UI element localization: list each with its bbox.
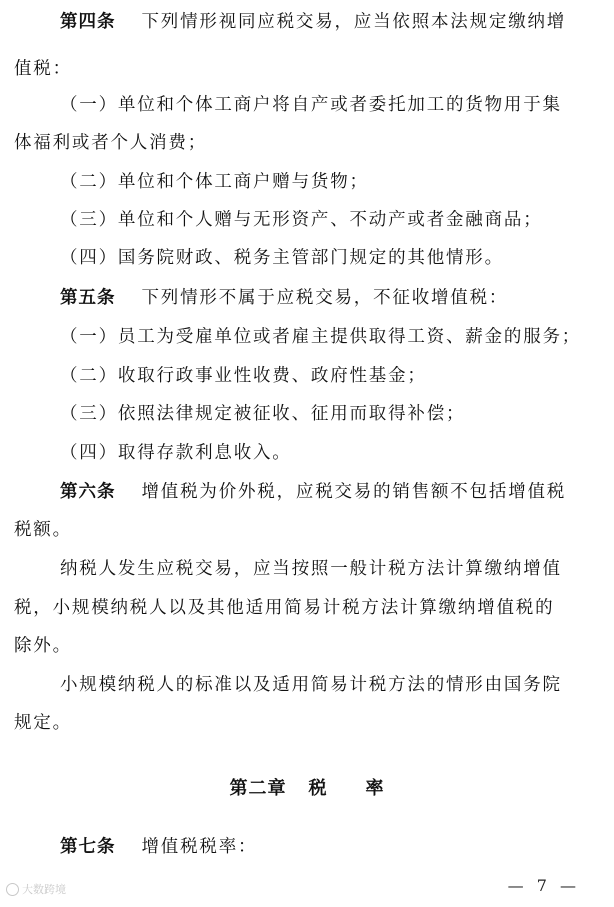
article6-heading-line xyxy=(60,480,606,504)
article6-para2-line1: 纳税人发生应税交易，应当按照一般计税方法计算缴纳增值 xyxy=(60,559,562,579)
chapter-word-2: 率 xyxy=(365,778,385,799)
article5-title: 第五条 xyxy=(60,288,116,308)
article5-item-4: （四）取得存款利息收入。 xyxy=(60,443,292,463)
article4-title: 第四条 xyxy=(60,12,116,32)
article4-text: 下列情形视同应税交易，应当依照本法规定缴纳增 xyxy=(141,12,567,32)
page-number: — 7 — xyxy=(507,876,580,895)
watermark xyxy=(6,881,66,897)
article7-heading-line xyxy=(60,835,606,859)
article7-text: 增值税税率： xyxy=(141,837,258,857)
article4-item-1-cont: 体福利或者个人消费； xyxy=(14,133,207,153)
article4-item-4: （四）国务院财政、税务主管部门规定的其他情形。 xyxy=(60,248,504,268)
article6-para2-line3: 除外。 xyxy=(14,636,72,656)
article5-item-1: （一）员工为受雇单位或者雇主提供取得工资、薪金的服务； xyxy=(60,327,582,347)
article6-para3-line1: 小规模纳税人的标准以及适用简易计税方法的情形由国务院 xyxy=(60,675,562,695)
article5-text: 下列情形不属于应税交易，不征收增值税： xyxy=(141,288,509,308)
article6-text-cont: 税额。 xyxy=(14,520,72,540)
article4-heading-line xyxy=(60,10,606,34)
article4-text-cont: 值税： xyxy=(14,59,72,79)
chapter-label: 第二章 xyxy=(229,778,287,799)
chapter-word-1: 税 xyxy=(308,778,328,799)
article4-item-2: （二）单位和个体工商户赠与货物； xyxy=(60,172,369,192)
article6-para3-line2: 规定。 xyxy=(14,713,72,733)
article7-title: 第七条 xyxy=(60,837,116,857)
article6-text: 增值税为价外税，应税交易的销售额不包括增值税 xyxy=(141,482,567,502)
article5-item-2: （二）收取行政事业性收费、政府性基金； xyxy=(60,366,427,386)
article6-title: 第六条 xyxy=(60,482,116,502)
watermark-text: 大数跨境 xyxy=(22,883,66,896)
article5-heading-line xyxy=(60,286,606,310)
weibo-icon xyxy=(6,883,19,896)
article4-item-3: （三）单位和个人赠与无形资产、不动产或者金融商品； xyxy=(60,210,543,230)
article6-para2-line2: 税，小规模纳税人以及其他适用简易计税方法计算缴纳增值税的 xyxy=(14,598,555,618)
chapter-heading xyxy=(0,774,614,800)
article5-item-3: （三）依照法律规定被征收、征用而取得补偿； xyxy=(60,404,466,424)
article4-item-1: （一）单位和个体工商户将自产或者委托加工的货物用于集 xyxy=(60,95,562,115)
